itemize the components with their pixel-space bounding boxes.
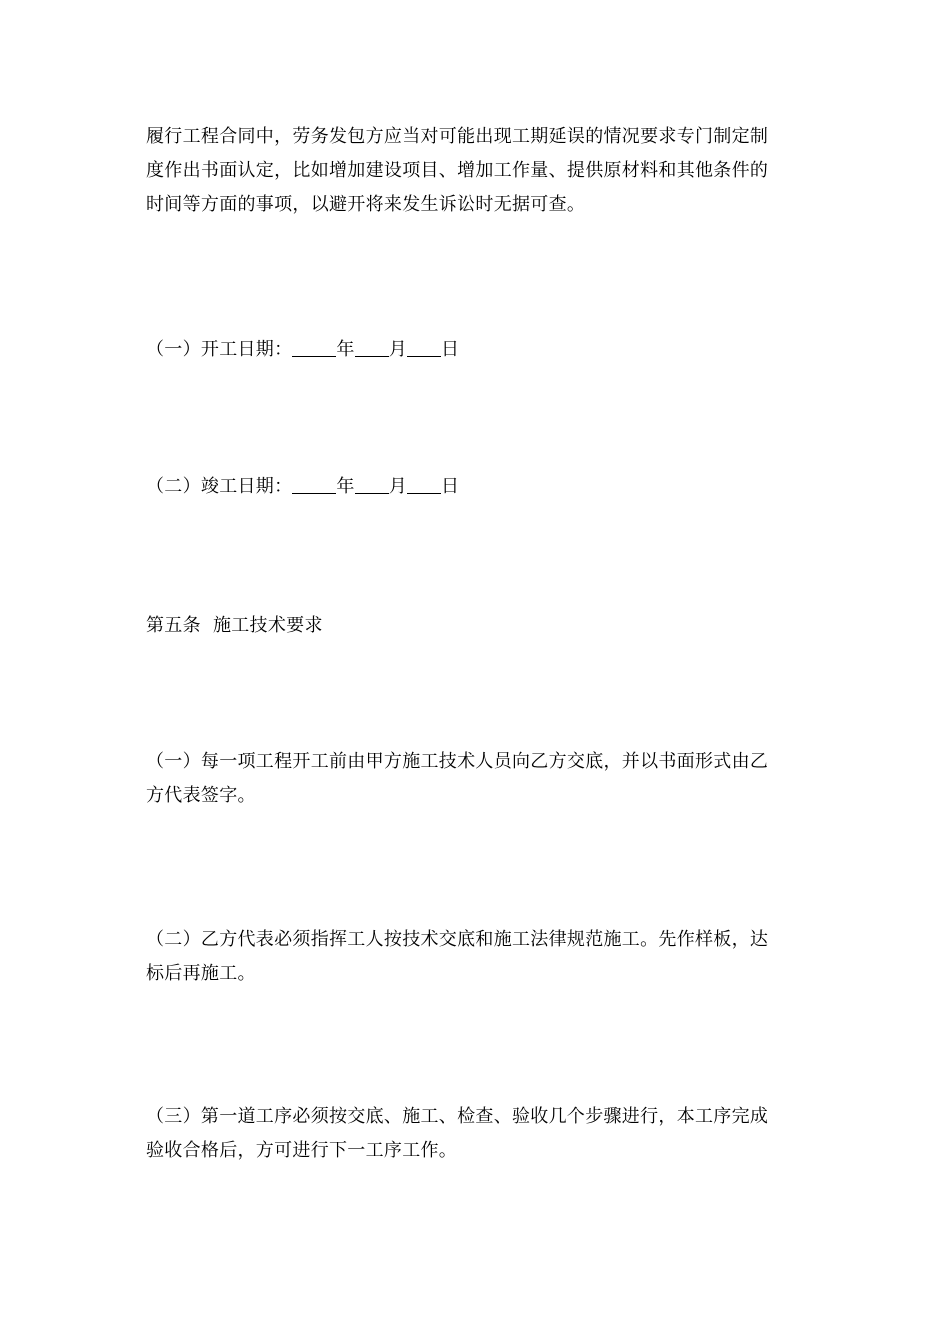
intro-line-3: 时间等方面的事项，以避开将来发生诉讼时无据可查。 [146, 194, 586, 215]
completion-year-blank [292, 475, 336, 494]
start-year-blank [292, 338, 336, 357]
start-month-blank [355, 338, 389, 357]
item-3-paragraph [146, 1100, 806, 1168]
item-3-line-1: （三）第一道工序必须按交底、施工、检查、验收几个步骤进行，本工序完成 [146, 1106, 769, 1127]
item-2-line-2: 标后再施工。 [146, 963, 256, 984]
completion-month-unit: 月 [388, 476, 408, 497]
start-day-unit: 日 [441, 339, 460, 360]
item-1-line-2: 方代表签字。 [146, 785, 256, 806]
item-1-line-1: （一）每一项工程开工前由甲方施工技术人员向乙方交底，并以书面形式由乙 [146, 751, 769, 772]
completion-date-line [146, 470, 806, 504]
completion-month-blank [355, 475, 389, 494]
item-1-paragraph [146, 745, 806, 813]
start-month-unit: 月 [388, 339, 408, 360]
completion-year-unit: 年 [336, 476, 355, 497]
start-date-line [146, 333, 806, 367]
intro-line-1: 履行工程合同中，劳务发包方应当对可能出现工期延误的情况要求专门制定制 [146, 126, 769, 147]
intro-paragraph [146, 120, 806, 222]
intro-line-2: 度作出书面认定，比如增加建设项目、增加工作量、提供原材料和其他条件的 [146, 160, 769, 181]
completion-day-unit: 日 [441, 476, 460, 497]
start-day-blank [407, 338, 441, 357]
article-5-title: 第五条 施工技术要求 [146, 615, 323, 636]
completion-date-label: （二）竣工日期： [146, 476, 293, 497]
start-date-label: （一）开工日期： [146, 339, 293, 360]
completion-day-blank [407, 475, 441, 494]
item-2-paragraph [146, 923, 806, 991]
item-3-line-2: 验收合格后，方可进行下一工序工作。 [146, 1140, 458, 1161]
start-year-unit: 年 [336, 339, 355, 360]
item-2-line-1: （二）乙方代表必须指挥工人按技术交底和施工法律规范施工。先作样板，达 [146, 929, 769, 950]
